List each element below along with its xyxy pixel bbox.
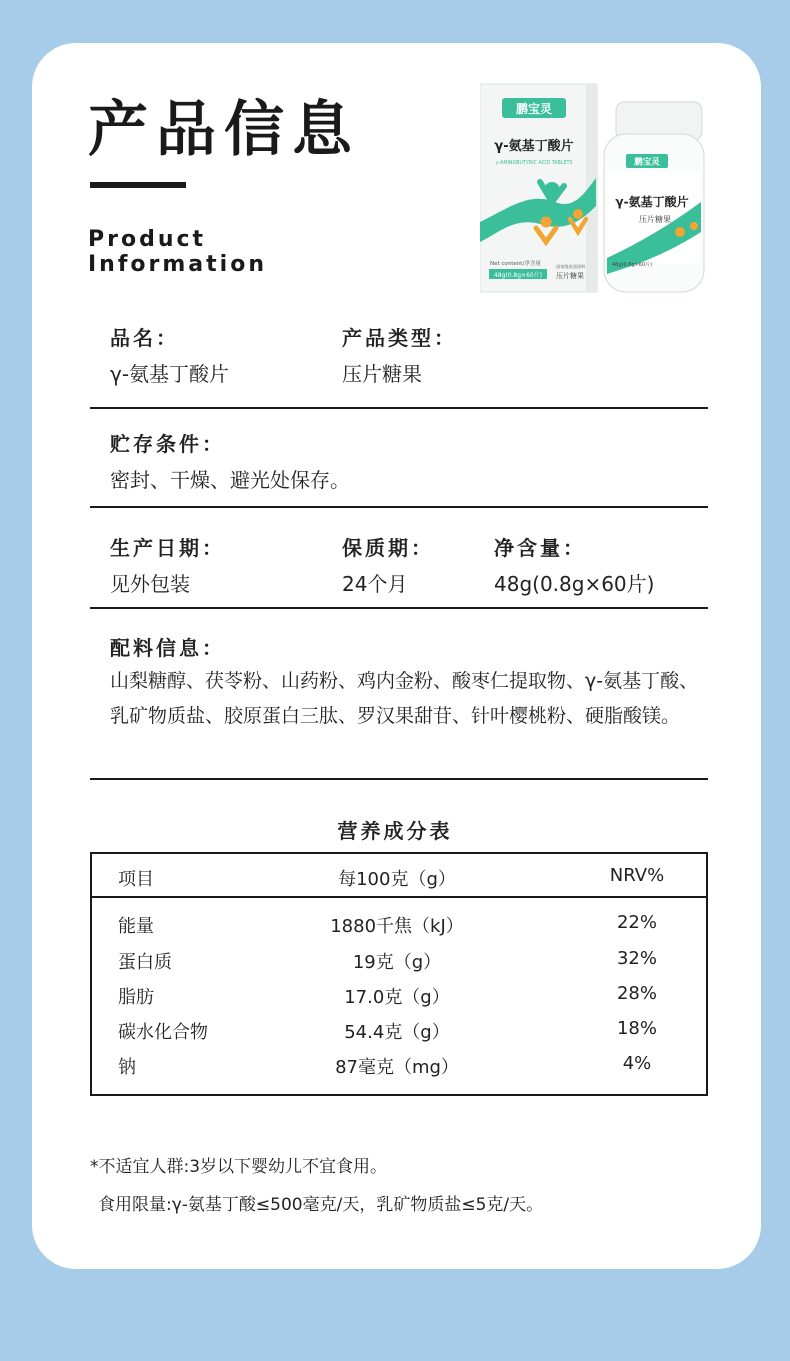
row-value: 54.4克（g）: [344, 1022, 450, 1043]
divider: [90, 607, 708, 609]
product-bottle: [604, 102, 704, 292]
shelf-life-label: 保质期：: [342, 536, 434, 560]
row-nrv: 32%: [616, 948, 657, 969]
bottle-type-text: 压片糖果: [639, 215, 671, 224]
title-underline: [90, 182, 186, 188]
net-content-label: 净含量：: [494, 536, 586, 560]
bottle-brand-text: 鹏宝灵: [634, 157, 660, 168]
subtitle-line-1: Product: [88, 227, 207, 252]
storage-section: [90, 426, 708, 496]
product-type-value: 压片糖果: [342, 362, 422, 386]
nutrition-table-title: 营养成分表: [337, 819, 453, 843]
bottle-product-name: γ-氨基丁酸片: [615, 195, 689, 209]
row-nrv: 22%: [616, 912, 657, 933]
date-section: [90, 530, 708, 600]
box-type-text: 压片糖果: [556, 272, 584, 280]
product-image: [480, 82, 710, 294]
divider: [90, 506, 708, 508]
subtitle-line-2: Information: [88, 252, 267, 277]
bottle-net-content: 48g(0.8g×60片): [612, 262, 653, 268]
row-value: 1880千焦（kJ）: [330, 916, 464, 937]
product-name-value: γ-氨基丁酸片: [110, 362, 230, 386]
ingredients-label: 配料信息：: [110, 636, 225, 660]
divider: [90, 407, 708, 409]
row-nrv: 28%: [616, 983, 657, 1004]
header-item: 项目: [118, 869, 154, 890]
unsuitable-note: *不适宜人群:3岁以下婴幼儿不宜食用。: [90, 1157, 388, 1177]
row-value: 17.0克（g）: [344, 987, 450, 1008]
storage-label: 贮存条件：: [110, 432, 225, 456]
ingredients-section: [90, 630, 708, 770]
divider: [90, 778, 708, 780]
box-product-name-en: γ-AMINOBUTYRIC ACID TABLETS: [495, 161, 573, 166]
production-date-value: 见外包装: [110, 572, 190, 596]
row-nrv: 18%: [616, 1018, 657, 1039]
row-item: 脂肪: [118, 987, 154, 1008]
row-item: 钠: [118, 1057, 136, 1078]
product-name-label: 品名：: [110, 326, 179, 350]
dosage-limit-note: 食用限量:γ-氨基丁酸≤500毫克/天，乳矿物质盐≤5克/天。: [98, 1195, 544, 1215]
row-item: 蛋白质: [118, 952, 172, 973]
basic-info-section: [90, 318, 708, 398]
table-header: [92, 854, 706, 898]
row-item: 碳水化合物: [118, 1022, 208, 1043]
box-small-note: 国家级优质原料: [556, 264, 586, 269]
page-title: 产品信息: [88, 95, 360, 165]
storage-value: 密封、干燥、避光处保存。: [110, 468, 350, 492]
production-date-label: 生产日期：: [110, 536, 225, 560]
page-subtitle: [88, 227, 267, 277]
row-nrv: 4%: [622, 1053, 652, 1074]
product-type-label: 产品类型：: [342, 326, 457, 350]
net-content-value: 48g(0.8g×60片): [494, 572, 655, 596]
shelf-life-value: 24个月: [342, 572, 408, 596]
row-item: 能量: [118, 916, 154, 937]
box-product-name: γ-氨基丁酸片: [494, 139, 574, 154]
row-value: 19克（g）: [352, 952, 442, 973]
header-per-100g: 每100克（g）: [338, 869, 456, 890]
brand-logo-text: 鹏宝灵: [515, 102, 553, 116]
product-box: [480, 84, 598, 292]
nutrition-table: [90, 852, 708, 1096]
box-net-content-value: 48g(0.8g×60片): [493, 272, 543, 279]
ingredients-value: 山梨糖醇、茯苓粉、山药粉、鸡内金粉、酸枣仁提取物、γ-氨基丁酸、乳矿物质盐、胶原蛋白三肽、罗汉果甜苷、针叶樱桃粉、硬脂酸镁。: [110, 670, 699, 727]
header-nrv: NRV%: [609, 865, 665, 886]
box-net-content-label: Net content/净含量: [490, 261, 541, 267]
row-value: 87毫克（mg）: [335, 1057, 459, 1078]
